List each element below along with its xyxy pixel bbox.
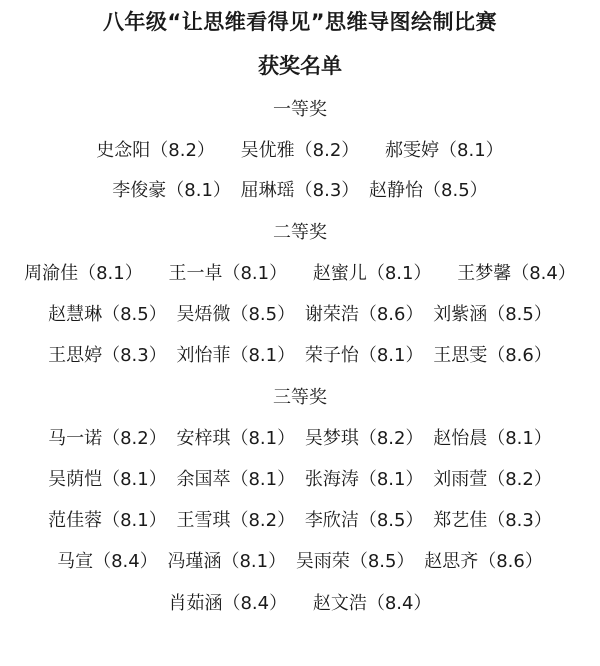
section-heading-first-prize: 一等奖 [273,99,327,120]
section-heading-third-prize: 三等奖 [273,387,327,408]
third-prize-row-3 [0,506,600,532]
first-prize-row-1 [0,136,600,162]
winner-entry: 吴梦琪（8.2） [304,428,424,449]
section-heading-second-prize: 二等奖 [273,222,327,243]
winner-entry: 史念阳（8.2） [96,140,215,161]
winner-entry: 赵怡晨（8.1） [433,428,552,449]
second-prize-row-1 [0,259,600,285]
winner-entry: 刘紫涵（8.5） [433,304,552,325]
winner-entry: 肖茹涵（8.4） [168,593,288,614]
winner-entry: 李欣洁（8.5） [304,510,424,531]
third-prize-row-2 [0,465,600,491]
document-subtitle: 获奖名单 [258,54,342,78]
winner-entry: 荣子怡（8.1） [304,345,424,366]
third-prize-row-5 [0,589,600,615]
winner-entry: 刘怡菲（8.1） [176,345,296,366]
winner-entry: 王一卓（8.1） [168,263,288,284]
winner-entry: 马一诺（8.2） [48,428,167,449]
first-prize-row-2 [0,176,600,202]
winner-entry: 赵文浩（8.4） [312,593,432,614]
second-prize-row-2 [0,300,600,326]
third-prize-row-4 [0,547,600,573]
third-prize-row-1 [0,424,600,450]
winner-entry: 郝雯婷（8.1） [385,140,504,161]
second-prize-row-3 [0,341,600,367]
winner-entry: 吴荫恺（8.1） [48,469,167,490]
winner-entry: 谢荣浩（8.6） [304,304,424,325]
winner-entry: 刘雨萱（8.2） [433,469,552,490]
winner-entry: 屈琳瑶（8.3） [240,180,360,201]
winner-entry: 吴焐微（8.5） [176,304,296,325]
winner-entry: 王雪琪（8.2） [176,510,296,531]
winner-entry: 王梦馨（8.4） [457,263,576,284]
winner-entry: 赵静怡（8.5） [369,180,488,201]
winner-entry: 马宣（8.4） [57,551,158,572]
winner-entry: 赵慧琳（8.5） [48,304,167,325]
winner-entry: 周渝佳（8.1） [24,263,143,284]
winner-entry: 安梓琪（8.1） [176,428,296,449]
winner-entry: 王思婷（8.3） [48,345,167,366]
document-title: 八年级“让思维看得见”思维导图绘制比赛 [102,10,498,34]
winner-entry: 王思雯（8.6） [433,345,552,366]
winner-entry: 范佳蓉（8.1） [48,510,167,531]
winner-entry: 李俊豪（8.1） [112,180,231,201]
winner-entry: 冯瑾涵（8.1） [167,551,287,572]
winner-entry: 张海涛（8.1） [304,469,424,490]
winner-entry: 郑艺佳（8.3） [433,510,552,531]
winner-entry: 赵蜜儿（8.1） [312,263,432,284]
winner-entry: 吴优雅（8.2） [240,140,360,161]
winner-entry: 吴雨荣（8.5） [295,551,415,572]
winner-entry: 余国萃（8.1） [176,469,296,490]
winner-entry: 赵思齐（8.6） [424,551,543,572]
